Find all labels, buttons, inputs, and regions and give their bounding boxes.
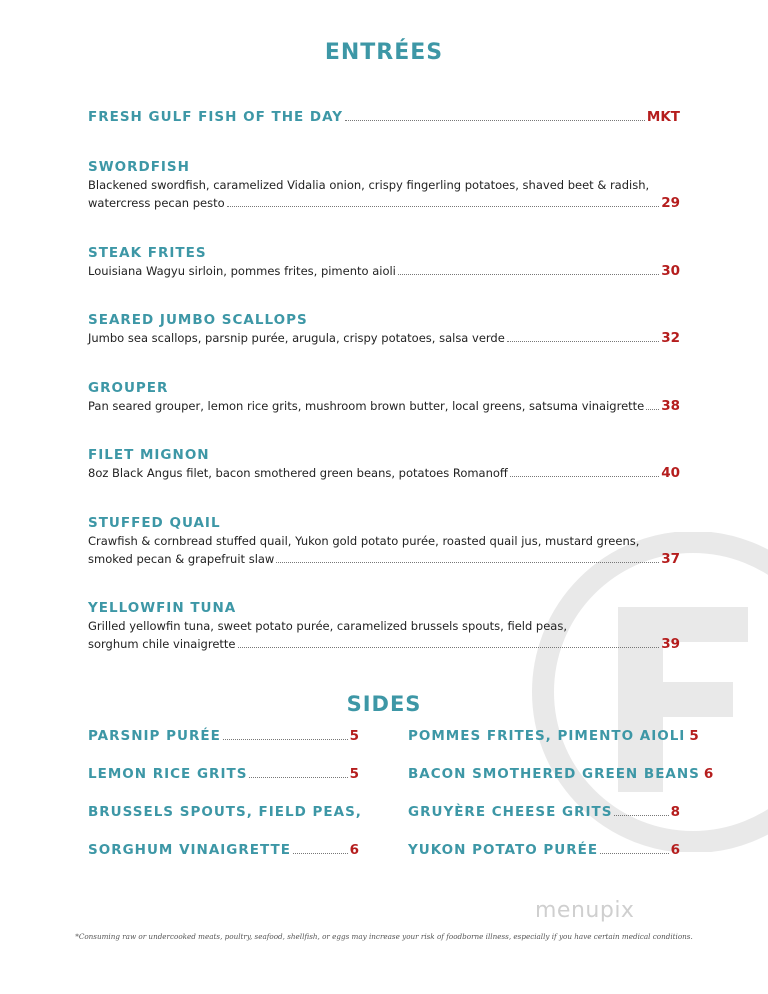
- menu-item: [88, 514, 680, 568]
- dot-leader: [249, 776, 347, 778]
- item-name: SWORDFISH: [88, 159, 190, 175]
- menu-item: [88, 108, 680, 126]
- item-name: FILET MIGNON: [88, 447, 210, 463]
- item-price: 40: [661, 465, 680, 481]
- dot-leader: [345, 119, 645, 121]
- menu-item: [88, 599, 680, 653]
- menu-item: [88, 311, 680, 347]
- item-name: SEARED JUMBO SCALLOPS: [88, 312, 308, 328]
- dot-leader: [398, 273, 659, 275]
- item-description: Crawfish & cornbread stuffed quail, Yukon gold potato purée, roasted quail jus, mustard greens,: [88, 534, 640, 548]
- entrees-title: ENTRÉES: [324, 40, 444, 65]
- side-price: 6: [349, 842, 359, 858]
- side-item: [408, 765, 714, 783]
- side-name: LEMON RICE GRITS: [88, 766, 248, 782]
- side-item: [88, 841, 359, 859]
- item-description: Jumbo sea scallops, parsnip purée, arugula, crispy potatoes, salsa verde: [88, 331, 505, 345]
- side-item: [88, 803, 362, 821]
- item-price: 37: [661, 551, 680, 567]
- item-name: STUFFED QUAIL: [88, 515, 221, 531]
- side-name: PARSNIP PURÉE: [88, 728, 221, 744]
- dot-leader: [276, 561, 659, 563]
- footnote: *Consuming raw or undercooked meats, poultry, seafood, shellfish, or eggs may increase your risk of foodborne illness, especially if you have certain medical conditions.: [75, 932, 693, 941]
- side-price: 5: [689, 728, 699, 744]
- item-description: watercress pecan pesto: [88, 196, 225, 210]
- item-price: 29: [661, 195, 680, 211]
- side-item: [88, 727, 359, 745]
- side-name: GRUYÈRE CHEESE GRITS: [408, 804, 613, 820]
- side-item: [408, 841, 680, 859]
- dot-leader: [238, 646, 660, 648]
- item-name: YELLOWFIN TUNA: [88, 600, 237, 616]
- item-description: sorghum chile vinaigrette: [88, 637, 236, 651]
- dot-leader: [600, 852, 669, 854]
- dot-leader: [507, 340, 659, 342]
- dot-leader: [223, 738, 348, 740]
- item-price: 32: [661, 330, 680, 346]
- side-price: 8: [670, 804, 680, 820]
- dot-leader: [293, 852, 348, 854]
- side-item: [408, 727, 699, 745]
- item-description: 8oz Black Angus filet, bacon smothered green beans, potatoes Romanoff: [88, 466, 508, 480]
- menupix-watermark: menupix: [535, 898, 635, 923]
- side-name: BACON SMOTHERED GREEN BEANS: [408, 766, 700, 782]
- side-price: 6: [670, 842, 680, 858]
- side-name: BRUSSELS SPOUTS, FIELD PEAS,: [88, 804, 362, 820]
- item-description: Pan seared grouper, lemon rice grits, mushroom brown butter, local greens, satsuma vinaigrette: [88, 399, 645, 413]
- side-price: 5: [349, 728, 359, 744]
- side-price: 6: [703, 766, 714, 782]
- side-item: [408, 803, 680, 821]
- item-name: GROUPER: [88, 380, 169, 396]
- side-price: 5: [349, 766, 359, 782]
- item-description: Louisiana Wagyu sirloin, pommes frites, pimento aioli: [88, 264, 396, 278]
- dot-leader: [646, 408, 659, 410]
- side-name: POMMES FRITES, PIMENTO AIOLI: [408, 728, 686, 744]
- item-description: Grilled yellowfin tuna, sweet potato purée, caramelized brussels spouts, field peas,: [88, 619, 567, 633]
- item-price: 39: [661, 636, 680, 652]
- item-price: 30: [661, 263, 680, 279]
- menu-item: [88, 158, 680, 212]
- side-name: YUKON POTATO PURÉE: [408, 842, 599, 858]
- menu-item: [88, 379, 680, 415]
- side-name: SORGHUM VINAIGRETTE: [88, 842, 291, 858]
- dot-leader: [510, 475, 659, 477]
- item-description: Blackened swordfish, caramelized Vidalia onion, crispy fingerling potatoes, shaved beet & radish,: [88, 178, 650, 192]
- item-name: FRESH GULF FISH OF THE DAY: [88, 109, 344, 125]
- item-price: 38: [661, 398, 680, 414]
- dot-leader: [227, 205, 660, 207]
- menu-item: [88, 446, 680, 482]
- side-item: [88, 765, 359, 783]
- item-description: smoked pecan & grapefruit slaw: [88, 552, 275, 566]
- menu-item: [88, 244, 680, 280]
- item-name: STEAK FRITES: [88, 245, 207, 261]
- item-price: MKT: [646, 109, 680, 125]
- dot-leader: [614, 814, 668, 816]
- sides-title: SIDES: [346, 692, 422, 716]
